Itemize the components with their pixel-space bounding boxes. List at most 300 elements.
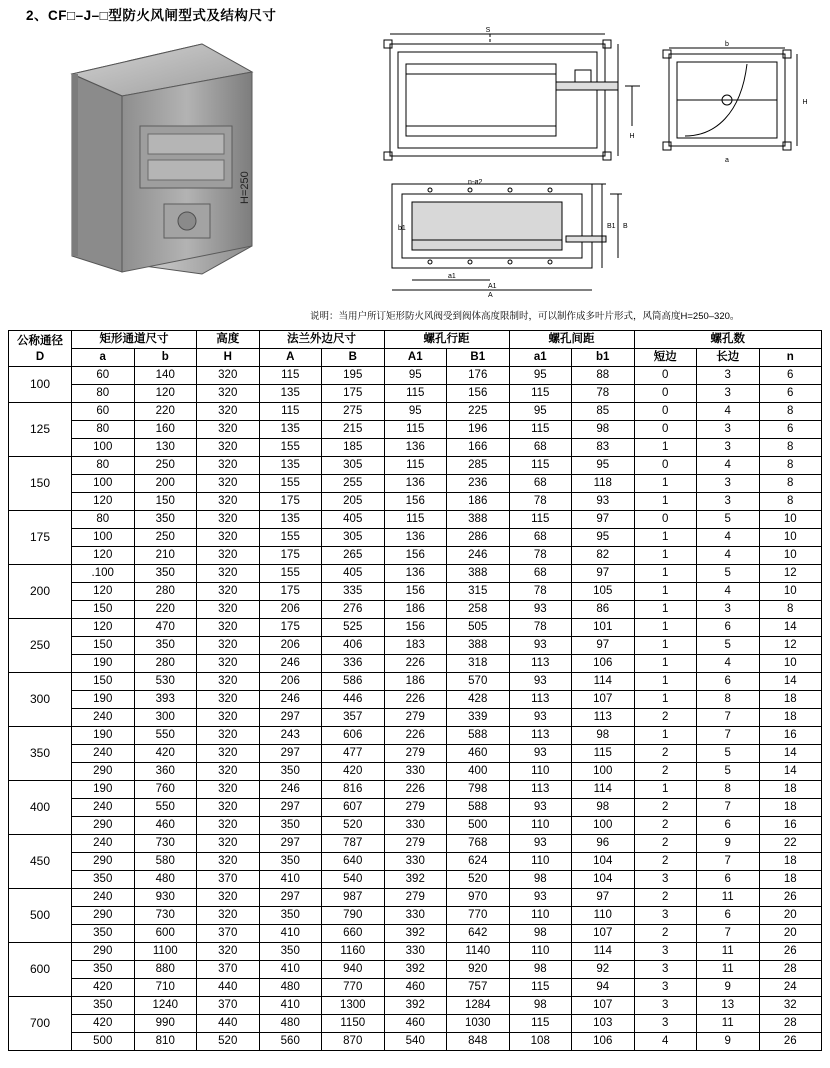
header-hole-row-spacing: 螺孔行距 xyxy=(384,331,509,349)
cell-B1: 156 xyxy=(447,385,510,403)
cell-short-side: 3 xyxy=(634,871,697,889)
header-a1: a1 xyxy=(509,349,572,367)
cell-short-side: 2 xyxy=(634,799,697,817)
cell-b: 1100 xyxy=(134,943,197,961)
cell-long-side: 5 xyxy=(697,745,760,763)
cell-a1: 115 xyxy=(509,1015,572,1033)
cell-long-side: 6 xyxy=(697,817,760,835)
cell-b1: 113 xyxy=(572,709,635,727)
cell-B1: 186 xyxy=(447,493,510,511)
header-long-side: 长边 xyxy=(697,349,760,367)
cell-b1: 83 xyxy=(572,439,635,457)
cell-long-side: 6 xyxy=(697,871,760,889)
cell-b1: 97 xyxy=(572,511,635,529)
cell-a1: 115 xyxy=(509,979,572,997)
cell-A: 246 xyxy=(259,655,322,673)
cell-A1: 186 xyxy=(384,601,447,619)
cell-H: 320 xyxy=(197,457,260,475)
cell-H: 320 xyxy=(197,619,260,637)
cell-A1: 115 xyxy=(384,511,447,529)
table-row xyxy=(9,763,822,781)
cell-B: 940 xyxy=(322,961,385,979)
cell-a: 290 xyxy=(72,853,135,871)
cell-a: 150 xyxy=(72,637,135,655)
cell-long-side: 13 xyxy=(697,997,760,1015)
cell-long-side: 4 xyxy=(697,403,760,421)
cell-B: 640 xyxy=(322,853,385,871)
cell-b: 880 xyxy=(134,961,197,979)
table-row xyxy=(9,655,822,673)
cell-b: 220 xyxy=(134,601,197,619)
cell-nominal-diameter: 125 xyxy=(9,403,72,457)
cell-B: 305 xyxy=(322,529,385,547)
cell-A: 155 xyxy=(259,529,322,547)
cell-n: 10 xyxy=(759,511,822,529)
cell-b1: 104 xyxy=(572,853,635,871)
cell-B: 205 xyxy=(322,493,385,511)
cell-b: 350 xyxy=(134,511,197,529)
cell-long-side: 6 xyxy=(697,907,760,925)
cell-b1: 106 xyxy=(572,1033,635,1051)
cell-n: 6 xyxy=(759,421,822,439)
cell-n: 12 xyxy=(759,565,822,583)
cell-long-side: 7 xyxy=(697,727,760,745)
cell-n: 28 xyxy=(759,1015,822,1033)
cell-B: 870 xyxy=(322,1033,385,1051)
cell-long-side: 3 xyxy=(697,493,760,511)
cell-A1: 330 xyxy=(384,763,447,781)
cell-a1: 115 xyxy=(509,421,572,439)
cell-B1: 798 xyxy=(447,781,510,799)
svg-text:a: a xyxy=(725,157,729,164)
table-row xyxy=(9,421,822,439)
cell-b: 730 xyxy=(134,907,197,925)
cell-n: 14 xyxy=(759,745,822,763)
drawing-note: 说明：当用户所订矩形防火风阀受到阀体高度限制时，可以制作成多叶片形式，风筒高度H=250–320。 xyxy=(310,311,740,322)
cell-B: 987 xyxy=(322,889,385,907)
cell-B: 660 xyxy=(322,925,385,943)
cell-A1: 115 xyxy=(384,457,447,475)
cell-b1: 98 xyxy=(572,421,635,439)
cell-a1: 68 xyxy=(509,475,572,493)
cell-short-side: 1 xyxy=(634,637,697,655)
cell-short-side: 1 xyxy=(634,673,697,691)
cell-long-side: 8 xyxy=(697,691,760,709)
table-row xyxy=(9,511,822,529)
cell-B: 787 xyxy=(322,835,385,853)
cell-b: 990 xyxy=(134,1015,197,1033)
cell-b1: 95 xyxy=(572,457,635,475)
table-row xyxy=(9,745,822,763)
cell-n: 24 xyxy=(759,979,822,997)
cell-a: 60 xyxy=(72,403,135,421)
cell-long-side: 4 xyxy=(697,457,760,475)
table-row xyxy=(9,475,822,493)
cell-A1: 460 xyxy=(384,1015,447,1033)
cell-short-side: 1 xyxy=(634,583,697,601)
cell-b1: 118 xyxy=(572,475,635,493)
cell-b: 250 xyxy=(134,457,197,475)
cell-A1: 392 xyxy=(384,997,447,1015)
cell-B: 606 xyxy=(322,727,385,745)
cell-b1: 103 xyxy=(572,1015,635,1033)
cell-A1: 330 xyxy=(384,853,447,871)
cell-A: 135 xyxy=(259,421,322,439)
cell-A: 410 xyxy=(259,925,322,943)
cell-H: 320 xyxy=(197,781,260,799)
cell-a1: 93 xyxy=(509,637,572,655)
table-body xyxy=(9,367,822,1051)
cell-a1: 93 xyxy=(509,799,572,817)
svg-text:S: S xyxy=(485,27,491,34)
cell-a: 190 xyxy=(72,655,135,673)
cell-H: 320 xyxy=(197,565,260,583)
header-D-label: D xyxy=(35,350,45,363)
cell-long-side: 11 xyxy=(697,889,760,907)
cell-B1: 388 xyxy=(447,637,510,655)
cell-H: 320 xyxy=(197,709,260,727)
cell-H: 320 xyxy=(197,637,260,655)
cell-A: 410 xyxy=(259,961,322,979)
cell-a: 240 xyxy=(72,889,135,907)
table-row xyxy=(9,403,822,421)
cell-A1: 156 xyxy=(384,583,447,601)
cell-B1: 388 xyxy=(447,565,510,583)
svg-text:H=250: H=250 xyxy=(239,171,251,204)
cell-H: 320 xyxy=(197,511,260,529)
cell-B1: 768 xyxy=(447,835,510,853)
cell-A1: 460 xyxy=(384,979,447,997)
cell-long-side: 3 xyxy=(697,475,760,493)
cell-long-side: 3 xyxy=(697,439,760,457)
cell-A: 480 xyxy=(259,979,322,997)
cell-A: 115 xyxy=(259,367,322,385)
cell-B: 607 xyxy=(322,799,385,817)
table-row xyxy=(9,997,822,1015)
cell-A1: 279 xyxy=(384,799,447,817)
table-row xyxy=(9,889,822,907)
cell-a: 290 xyxy=(72,763,135,781)
cell-B1: 1030 xyxy=(447,1015,510,1033)
cell-short-side: 1 xyxy=(634,727,697,745)
cell-b: 150 xyxy=(134,493,197,511)
cell-B1: 236 xyxy=(447,475,510,493)
cell-b1: 78 xyxy=(572,385,635,403)
cell-b1: 107 xyxy=(572,691,635,709)
cell-A1: 186 xyxy=(384,673,447,691)
cell-B1: 285 xyxy=(447,457,510,475)
cell-B: 305 xyxy=(322,457,385,475)
cell-a1: 113 xyxy=(509,655,572,673)
table-row xyxy=(9,457,822,475)
svg-text:H: H xyxy=(802,99,808,106)
cell-b: 300 xyxy=(134,709,197,727)
svg-text:n-ø2: n-ø2 xyxy=(468,179,483,186)
cell-H: 320 xyxy=(197,385,260,403)
header-nominal-diameter-label: 公称通径 xyxy=(17,334,63,347)
cell-a: 240 xyxy=(72,709,135,727)
cell-a1: 115 xyxy=(509,511,572,529)
cell-A1: 95 xyxy=(384,403,447,421)
cell-a1: 93 xyxy=(509,673,572,691)
cell-b: 280 xyxy=(134,583,197,601)
cell-b1: 85 xyxy=(572,403,635,421)
cell-a1: 98 xyxy=(509,871,572,889)
cell-B1: 505 xyxy=(447,619,510,637)
cell-short-side: 3 xyxy=(634,907,697,925)
cell-a1: 93 xyxy=(509,889,572,907)
cell-A1: 226 xyxy=(384,727,447,745)
cell-A: 175 xyxy=(259,493,322,511)
cell-A: 297 xyxy=(259,799,322,817)
cell-B: 275 xyxy=(322,403,385,421)
cell-a: 150 xyxy=(72,673,135,691)
cell-B1: 970 xyxy=(447,889,510,907)
cell-long-side: 5 xyxy=(697,511,760,529)
svg-text:b: b xyxy=(725,41,729,48)
cell-short-side: 0 xyxy=(634,385,697,403)
cell-b1: 100 xyxy=(572,817,635,835)
cell-a: 190 xyxy=(72,781,135,799)
cell-H: 370 xyxy=(197,961,260,979)
cell-H: 370 xyxy=(197,925,260,943)
cell-H: 320 xyxy=(197,421,260,439)
cell-short-side: 1 xyxy=(634,547,697,565)
cell-A: 410 xyxy=(259,871,322,889)
cell-A1: 136 xyxy=(384,565,447,583)
cell-H: 320 xyxy=(197,799,260,817)
cell-b: 130 xyxy=(134,439,197,457)
table-row xyxy=(9,547,822,565)
cell-B: 357 xyxy=(322,709,385,727)
cell-A1: 226 xyxy=(384,655,447,673)
cell-a1: 98 xyxy=(509,997,572,1015)
table-row xyxy=(9,979,822,997)
cell-a: 80 xyxy=(72,511,135,529)
cell-H: 320 xyxy=(197,439,260,457)
cell-H: 520 xyxy=(197,1033,260,1051)
cell-short-side: 1 xyxy=(634,475,697,493)
cell-long-side: 7 xyxy=(697,709,760,727)
cell-nominal-diameter: 450 xyxy=(9,835,72,889)
cell-a: 350 xyxy=(72,961,135,979)
cell-a1: 115 xyxy=(509,457,572,475)
cell-a: 120 xyxy=(72,583,135,601)
cell-A: 155 xyxy=(259,475,322,493)
cell-B: 265 xyxy=(322,547,385,565)
cell-n: 32 xyxy=(759,997,822,1015)
header-hole-count: 螺孔数 xyxy=(634,331,822,349)
cell-A1: 226 xyxy=(384,781,447,799)
cell-b: 1240 xyxy=(134,997,197,1015)
cell-B: 586 xyxy=(322,673,385,691)
cell-a: 500 xyxy=(72,1033,135,1051)
cell-b: 220 xyxy=(134,403,197,421)
cell-B1: 428 xyxy=(447,691,510,709)
cell-a1: 98 xyxy=(509,925,572,943)
cell-n: 18 xyxy=(759,781,822,799)
cell-A: 175 xyxy=(259,619,322,637)
cell-n: 16 xyxy=(759,727,822,745)
header-short-side: 短边 xyxy=(634,349,697,367)
cell-b: 480 xyxy=(134,871,197,889)
cell-b: 393 xyxy=(134,691,197,709)
cell-B: 1300 xyxy=(322,997,385,1015)
cell-B1: 339 xyxy=(447,709,510,727)
cell-H: 320 xyxy=(197,691,260,709)
cell-A: 135 xyxy=(259,511,322,529)
cell-long-side: 4 xyxy=(697,655,760,673)
cell-a: 190 xyxy=(72,727,135,745)
table-row xyxy=(9,1015,822,1033)
cell-A1: 156 xyxy=(384,493,447,511)
cell-B1: 770 xyxy=(447,907,510,925)
cell-H: 440 xyxy=(197,979,260,997)
cell-a: 290 xyxy=(72,943,135,961)
cell-b1: 107 xyxy=(572,997,635,1015)
cell-B1: 315 xyxy=(447,583,510,601)
cell-A1: 279 xyxy=(384,889,447,907)
cell-a1: 113 xyxy=(509,781,572,799)
cell-short-side: 2 xyxy=(634,853,697,871)
cell-a: 120 xyxy=(72,493,135,511)
cell-a: 120 xyxy=(72,547,135,565)
cell-A1: 183 xyxy=(384,637,447,655)
cell-B1: 588 xyxy=(447,727,510,745)
cell-nominal-diameter: 250 xyxy=(9,619,72,673)
cell-n: 18 xyxy=(759,691,822,709)
cell-a: 80 xyxy=(72,421,135,439)
cell-b1: 114 xyxy=(572,781,635,799)
cell-short-side: 2 xyxy=(634,709,697,727)
cell-short-side: 0 xyxy=(634,421,697,439)
cell-nominal-diameter: 400 xyxy=(9,781,72,835)
cell-a: .100 xyxy=(72,565,135,583)
table-row xyxy=(9,601,822,619)
header-A: A xyxy=(259,349,322,367)
cell-short-side: 1 xyxy=(634,439,697,457)
cell-short-side: 1 xyxy=(634,601,697,619)
table-row xyxy=(9,781,822,799)
cell-b1: 93 xyxy=(572,493,635,511)
cell-b: 350 xyxy=(134,637,197,655)
cell-long-side: 5 xyxy=(697,763,760,781)
header-b: b xyxy=(134,349,197,367)
cell-short-side: 0 xyxy=(634,367,697,385)
cell-B: 195 xyxy=(322,367,385,385)
cell-n: 8 xyxy=(759,493,822,511)
cell-A: 243 xyxy=(259,727,322,745)
illustration-area xyxy=(0,24,830,324)
cell-A1: 392 xyxy=(384,871,447,889)
cell-long-side: 5 xyxy=(697,637,760,655)
cell-n: 8 xyxy=(759,475,822,493)
cell-b1: 86 xyxy=(572,601,635,619)
cell-b1: 82 xyxy=(572,547,635,565)
cell-B1: 318 xyxy=(447,655,510,673)
table-row xyxy=(9,673,822,691)
cell-B1: 624 xyxy=(447,853,510,871)
cell-short-side: 3 xyxy=(634,979,697,997)
header-H: H xyxy=(197,349,260,367)
table-row xyxy=(9,439,822,457)
cell-B: 276 xyxy=(322,601,385,619)
cell-a1: 78 xyxy=(509,493,572,511)
cell-n: 10 xyxy=(759,547,822,565)
cell-n: 14 xyxy=(759,619,822,637)
cell-a: 240 xyxy=(72,745,135,763)
table-row xyxy=(9,565,822,583)
cell-A1: 156 xyxy=(384,547,447,565)
cell-H: 320 xyxy=(197,529,260,547)
cell-nominal-diameter: 175 xyxy=(9,511,72,565)
cell-B1: 460 xyxy=(447,745,510,763)
table-row xyxy=(9,709,822,727)
cell-B1: 588 xyxy=(447,799,510,817)
cell-a1: 93 xyxy=(509,709,572,727)
cell-a: 150 xyxy=(72,601,135,619)
cell-long-side: 3 xyxy=(697,367,760,385)
cell-A: 155 xyxy=(259,439,322,457)
cell-nominal-diameter: 300 xyxy=(9,673,72,727)
cell-nominal-diameter: 600 xyxy=(9,943,72,997)
svg-text:a1: a1 xyxy=(448,273,456,280)
cell-a: 290 xyxy=(72,907,135,925)
cell-long-side: 9 xyxy=(697,1033,760,1051)
cell-b1: 114 xyxy=(572,943,635,961)
cell-B: 525 xyxy=(322,619,385,637)
cell-A1: 392 xyxy=(384,925,447,943)
cell-B1: 1284 xyxy=(447,997,510,1015)
cell-A1: 279 xyxy=(384,745,447,763)
cell-short-side: 1 xyxy=(634,493,697,511)
cell-A1: 330 xyxy=(384,943,447,961)
cell-b1: 110 xyxy=(572,907,635,925)
cell-n: 8 xyxy=(759,439,822,457)
cell-B1: 166 xyxy=(447,439,510,457)
cell-H: 370 xyxy=(197,871,260,889)
cell-B1: 570 xyxy=(447,673,510,691)
cell-A1: 156 xyxy=(384,619,447,637)
cell-n: 8 xyxy=(759,457,822,475)
cell-b1: 105 xyxy=(572,583,635,601)
cell-long-side: 11 xyxy=(697,943,760,961)
cell-a: 80 xyxy=(72,385,135,403)
svg-text:b1: b1 xyxy=(398,225,406,232)
cell-H: 320 xyxy=(197,583,260,601)
cell-a: 100 xyxy=(72,475,135,493)
dimensions-table xyxy=(8,330,822,1051)
cell-a: 350 xyxy=(72,871,135,889)
cell-long-side: 3 xyxy=(697,601,760,619)
cell-B: 175 xyxy=(322,385,385,403)
cell-B: 405 xyxy=(322,511,385,529)
cell-nominal-diameter: 200 xyxy=(9,565,72,619)
drawing-plan-view xyxy=(370,26,650,176)
cell-short-side: 1 xyxy=(634,529,697,547)
cell-A1: 392 xyxy=(384,961,447,979)
cell-A: 175 xyxy=(259,583,322,601)
table-row xyxy=(9,943,822,961)
svg-text:A1: A1 xyxy=(488,283,497,290)
table-row xyxy=(9,817,822,835)
cell-a1: 115 xyxy=(509,385,572,403)
cell-B1: 388 xyxy=(447,511,510,529)
cell-b1: 101 xyxy=(572,619,635,637)
cell-long-side: 9 xyxy=(697,835,760,853)
cell-b1: 97 xyxy=(572,637,635,655)
cell-A: 350 xyxy=(259,853,322,871)
